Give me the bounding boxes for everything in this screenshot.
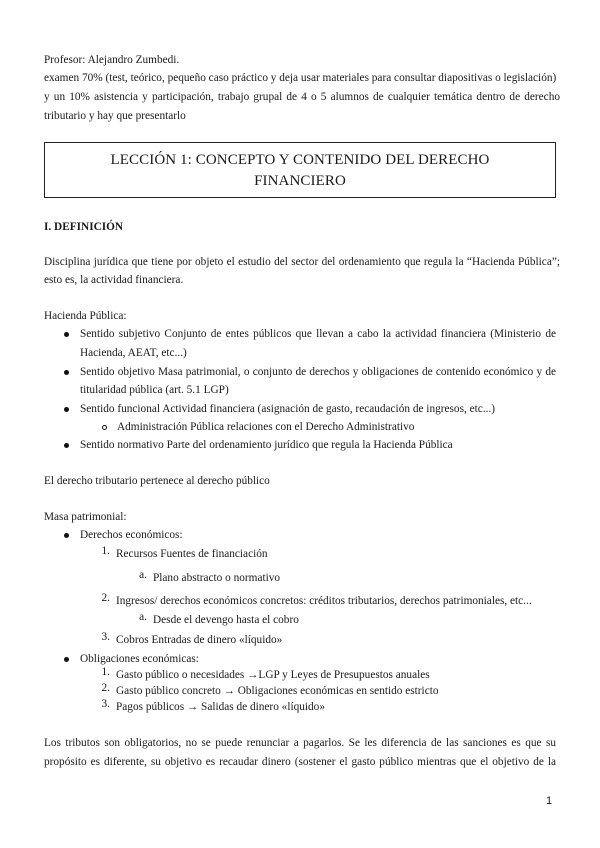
obligaciones-item-1: Gasto público o necesidades →LGP y Leyes de Presupuestos anuales: [116, 669, 430, 681]
exam-line-2: y un 10% asistencia y participación, trabajo grupal de 4 o 5 alumnos de cualquier temática dentro de derecho: [44, 91, 560, 103]
exam-line-1: examen 70% (test, teórico, pequeño caso práctico y deja usar materiales para consultar diapositivas o legislación): [44, 72, 557, 84]
derechos-item-1a: Plano abstracto o normativo: [153, 572, 281, 584]
professor-line: Profesor: Alejandro Zumbedi.: [44, 54, 180, 66]
list-number: 1.: [101, 545, 110, 557]
list-number: 3.: [101, 698, 110, 710]
bullet-icon: [64, 407, 69, 412]
tributos-line-2: propósito es diferente, su objetivo es recaudar dinero (sostener el gasto público mientras que el objetivo de la: [44, 756, 556, 768]
lesson-title-line-2: FINANCIERO: [254, 173, 346, 189]
hacienda-label: Hacienda Pública:: [44, 310, 127, 322]
obligaciones-item-2: Gasto público concreto → Obligaciones económicas en sentido estricto: [116, 685, 439, 697]
hacienda-normativo: Sentido normativo Parte del ordenamiento jurídico que regula la Hacienda Pública: [80, 439, 453, 451]
hacienda-funcional-sub: Administración Pública relaciones con el Derecho Administrativo: [117, 421, 415, 433]
hollow-bullet-icon: [102, 425, 107, 430]
lesson-title-line-1: LECCIÓN 1: CONCEPTO Y CONTENIDO DEL DERECHO: [110, 152, 490, 168]
derechos-item-2a: Desde el devengo hasta el cobro: [153, 614, 299, 626]
list-number: 2.: [101, 682, 110, 694]
obligaciones-item-3: Pagos públicos → Salidas de dinero «líquido»: [116, 701, 325, 713]
hacienda-funcional: Sentido funcional Actividad financiera (asignación de gasto, recaudación de ingresos, etc...): [80, 403, 496, 415]
exam-line-3: tributario y hay que presentarlo: [44, 110, 186, 122]
derechos-item-3: Cobros Entradas de dinero «líquido»: [116, 634, 283, 646]
bullet-icon: [64, 332, 69, 337]
bullet-icon: [64, 533, 69, 538]
hacienda-subjetivo-line-2: Hacienda, AEAT, etc...): [80, 347, 187, 359]
tributos-line-1: Los tributos son obligatorios, no se puede renunciar a pagarlos. Se les diferencia de las sanciones es que su: [44, 737, 556, 749]
derechos-label: Derechos económicos:: [80, 529, 183, 541]
derechos-item-1: Recursos Fuentes de financiación: [116, 548, 268, 560]
bullet-icon: [64, 657, 69, 662]
bullet-icon: [64, 370, 69, 375]
list-number: 3.: [101, 631, 110, 643]
hacienda-objetivo-line-1: Sentido objetivo Masa patrimonial, o conjunto de derechos y obligaciones de contenido económico y de: [80, 366, 556, 378]
hacienda-subjetivo-line-1: Sentido subjetivo Conjunto de entes públicos que llevan a cabo la actividad financiera (Ministerio de: [80, 328, 556, 340]
derecho-publico-line: El derecho tributario pertenece al derecho público: [44, 475, 270, 487]
masa-label: Masa patrimonial:: [44, 511, 127, 523]
definition-line-2: esto es, la actividad financiera.: [44, 274, 184, 286]
list-number: 1.: [101, 666, 110, 678]
section-heading-definicion: I. DEFINICIÓN: [44, 221, 124, 233]
list-number: 2.: [101, 592, 110, 604]
list-letter: a.: [139, 611, 147, 623]
page-number: 1: [546, 795, 553, 807]
hacienda-objetivo-line-2: titularidad pública (art. 5.1 LGP): [80, 384, 229, 396]
lesson-title-box: [44, 142, 556, 198]
derechos-item-2: Ingresos/ derechos económicos concretos: créditos tributarios, derechos patrimoniales, etc...: [116, 595, 532, 607]
definition-line-1: Disciplina jurídica que tiene por objeto el estudio del sector del ordenamiento que regula la “Hacienda Pública”;: [44, 256, 560, 268]
obligaciones-label: Obligaciones económicas:: [80, 653, 199, 665]
list-letter: a.: [139, 569, 147, 581]
bullet-icon: [64, 443, 69, 448]
